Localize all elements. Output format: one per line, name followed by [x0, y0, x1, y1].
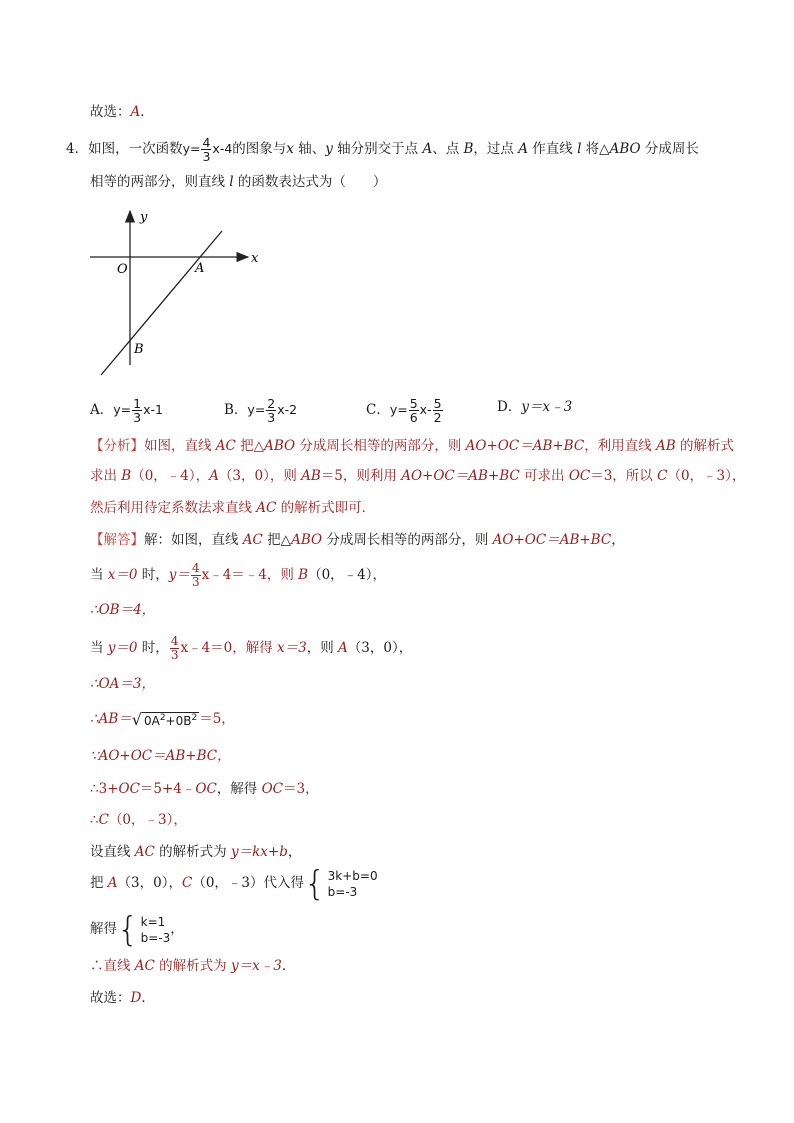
solution-line-13: ∴直线 AC 的解析式为 y＝x﹣3． — [90, 958, 296, 974]
solution-line-8: ∴3+OC＝5+4﹣OC，解得 OC＝3， — [90, 781, 319, 797]
solution-line-5: ∴OA＝3， — [90, 676, 155, 692]
origin-label: O — [117, 262, 128, 277]
point-b-label: B — [134, 342, 144, 357]
question-line-2: 相等的两部分，则直线 l 的函数表达式为（ ） — [90, 174, 387, 190]
option-b[interactable]: B．y= $\frac{2}{3}$ x-2 — [224, 396, 298, 425]
function-line — [101, 231, 222, 375]
question-line-1: 4．如图，一次函数y= $\frac{4}{3}$ x-4的图象与x 轴、y 轴分别交于点 A、点 B，过点 A 作直线 l 将△ABO 分成周长 — [66, 135, 699, 164]
solution-line-14: 故选：D． — [90, 990, 155, 1006]
option-c[interactable]: C．y= $\frac{5}{6}$ x- $\frac{5}{2}$ — [366, 396, 442, 425]
previous-answer: 故选：A． — [90, 104, 154, 120]
y-axis-label: y — [140, 210, 148, 225]
sqrt-expression: √ $0A^2+0B^2$ — [131, 710, 198, 729]
solution-line-4: 当 y＝0 时， $\frac{4}{3}$ x﹣4＝0，解得 x＝3，则 A（3，0）， — [90, 634, 413, 662]
coordinate-figure — [88, 205, 268, 380]
solution-line-6: ∴AB＝√ $0A^2+0B^2 =5$， — [90, 710, 235, 729]
fraction: $\frac{4}{3}$ — [202, 135, 211, 164]
option-d[interactable]: D．y＝x﹣3 — [497, 399, 573, 415]
solution-line-9: ∴C（0，﹣3）， — [90, 812, 187, 828]
solution-line-2: 当 x＝0 时，y＝ $\frac{4}{3}$ x﹣4＝﹣4，则 B（0，﹣4）， — [90, 561, 387, 589]
solution-line-7: ∵AO+OC＝AB+BC， — [90, 748, 231, 764]
point-a-label: A — [195, 261, 205, 276]
x-axis-label: x — [251, 251, 259, 266]
option-a[interactable]: A．y= $\frac{1}{3}$ x-1 — [90, 396, 163, 425]
analysis-line-2: 求出 B（0，﹣4），A（3，0），则 AB＝5，则利用 AO+OC＝AB+BC 可求出 OC＝3，所以 C（0，﹣3）， — [90, 468, 746, 484]
equation-system: { 3k+b=0 b=-3 — [304, 863, 378, 904]
solution-line-10: 设直线 AC 的解析式为 y＝kx+b， — [90, 844, 302, 860]
analysis-line-3: 然后利用待定系数法求直线 AC 的解析式即可． — [90, 500, 376, 516]
solution-line-11: 把 A（3，0），C（0，﹣3）代入得 { 3k+b=0 b=-3 — [90, 863, 378, 904]
solution-system: { k=1 b=-3 — [117, 909, 171, 950]
solution-line-1: 【解答】解：如图，直线 AC 把△ABO 分成周长相等的两部分，则 AO+OC＝AB+BC， — [90, 532, 625, 548]
solution-line-3: ∴OB＝4， — [90, 602, 156, 618]
solution-line-12: 解得 { k=1 b=-3 ， — [90, 909, 184, 950]
analysis-line-1: 【分析】如图，直线 AC 把△ABO 分成周长相等的两部分，则 AO+OC＝AB+BC，利用直线 AB 的解析式 — [90, 438, 734, 454]
